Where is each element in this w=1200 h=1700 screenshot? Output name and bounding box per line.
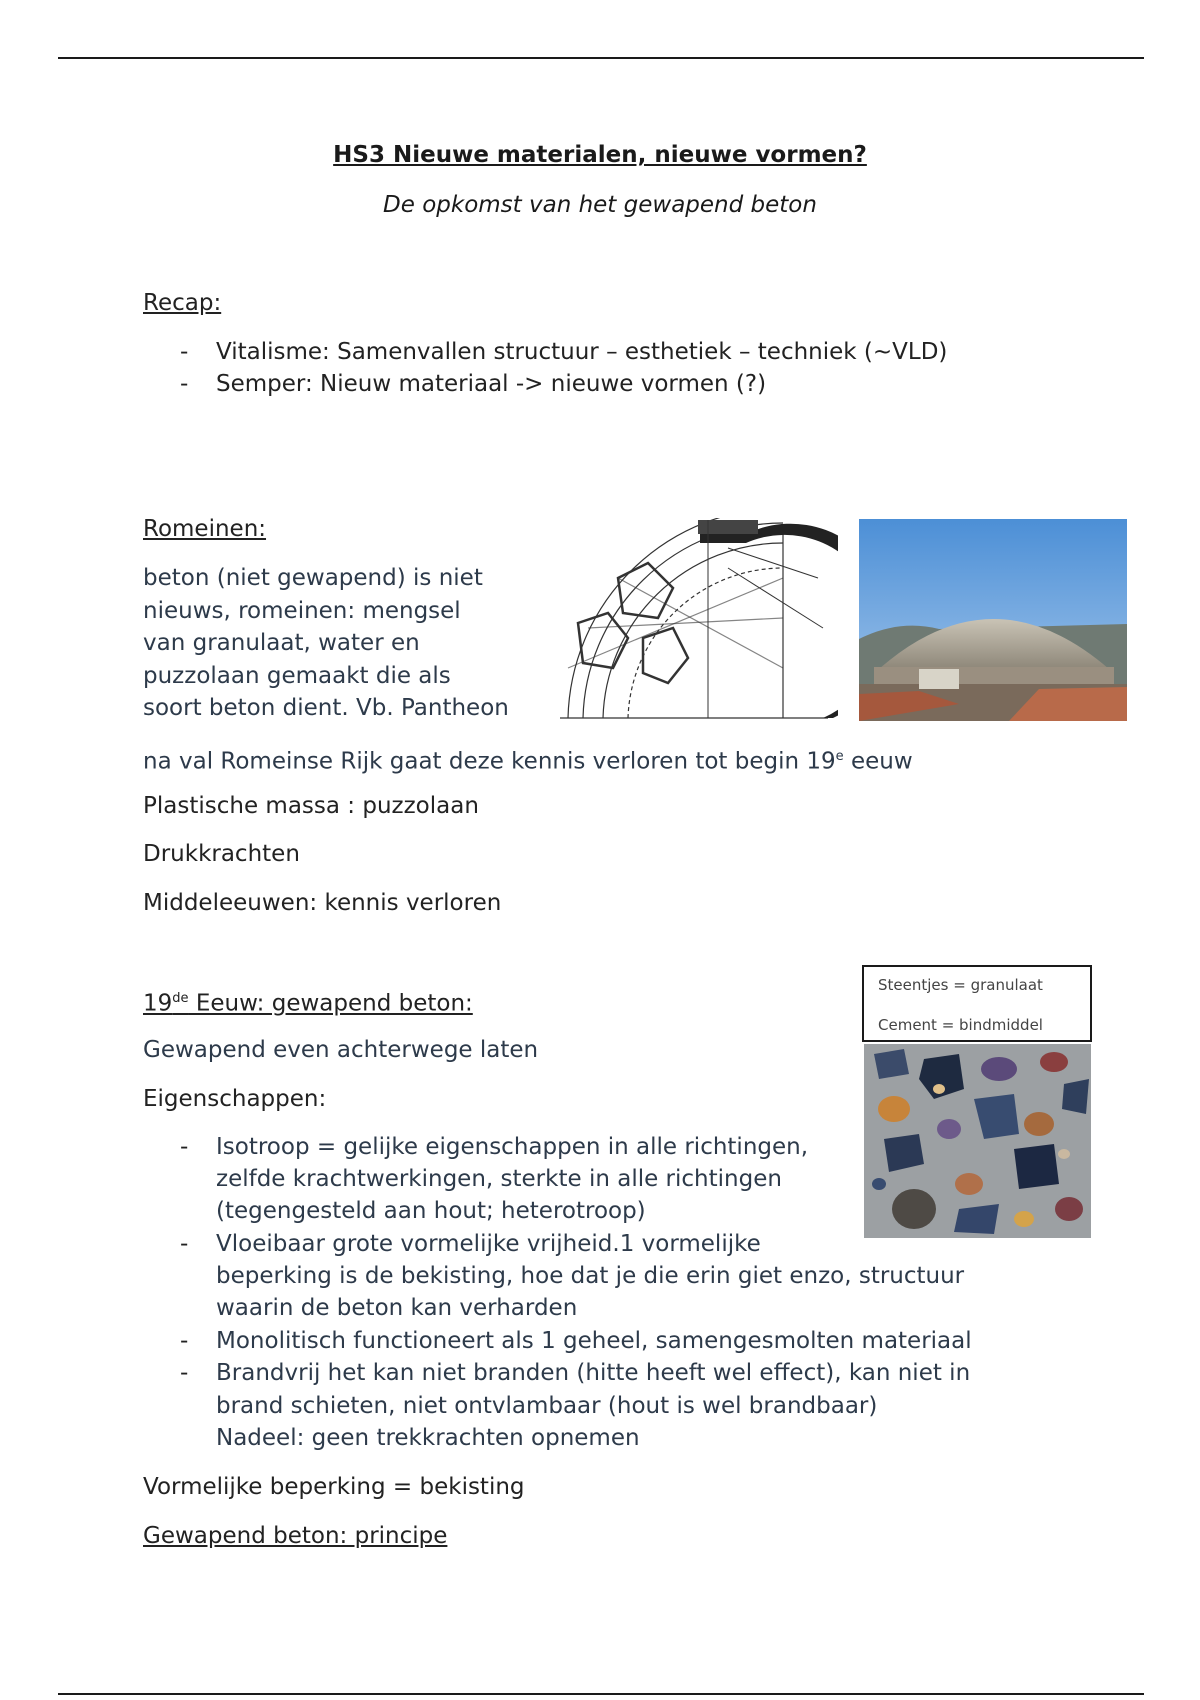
plastische-massa-line: Plastische massa : puzzolaan [143,793,479,819]
isotroop-line: Isotroop = gelijke eigenschappen in alle richtingen, [216,1134,809,1160]
recap-bullet-2: Semper: Nieuw materiaal -> nieuwe vormen (?) [216,371,767,397]
gewapend-heading: 19de Eeuw: gewapend beton: [143,990,473,1017]
box-line-granulaat: Steentjes = granulaat [878,976,1043,994]
bullet-dash: - [180,1328,189,1354]
romeinen-rijk-line: na val Romeinse Rijk gaat deze kennis verloren tot begin 19e eeuw [143,748,913,775]
middeleeuwen-line: Middeleeuwen: kennis verloren [143,890,502,916]
nadeel-line: Nadeel: geen trekkrachten opnemen [216,1425,640,1451]
top-rule [58,57,1144,59]
romeinen-line: beton (niet gewapend) is niet [143,565,483,591]
pantheon-section-drawing [548,518,838,723]
isotroop-line: (tegengesteld aan hout; heterotroop) [216,1198,646,1224]
romeinen-line: van granulaat, water en [143,630,420,656]
bottom-rule [58,1693,1144,1695]
legend-textbox [862,965,1092,1042]
gewapend-achterwege-line: Gewapend even achterwege laten [143,1037,539,1063]
vloeibaar-line: waarin de beton kan verharden [216,1295,578,1321]
brandvrij-line: Brandvrij het kan niet branden (hitte heeft wel effect), kan niet in [216,1360,971,1386]
recap-bullet-1: Vitalisme: Samenvallen structuur – esthetiek – techniek (~VLD) [216,339,948,365]
vloeibaar-line: Vloeibaar grote vormelijke vrijheid.1 vormelijke [216,1231,761,1257]
romeinen-heading: Romeinen: [143,516,267,542]
bullet-dash: - [180,1134,189,1160]
bullet-dash: - [180,1231,189,1257]
box-line-cement: Cement = bindmiddel [878,1016,1043,1034]
bullet-dash: - [180,339,189,365]
brandvrij-line: brand schieten, niet ontvlambaar (hout is wel brandbaar) [216,1393,878,1419]
concrete-aggregate-photo [864,1044,1091,1238]
isotroop-line: zelfde krachtwerkingen, sterkte in alle richtingen [216,1166,782,1192]
vloeibaar-line: beperking is de bekisting, hoe dat je die erin giet enzo, structuur [216,1263,965,1289]
page-title: HS3 Nieuwe materialen, nieuwe vormen? [333,142,867,168]
monolitisch-line: Monolitisch functioneert als 1 geheel, samengesmolten materiaal [216,1328,972,1354]
romeinen-line: soort beton dient. Vb. Pantheon [143,695,509,721]
romeinen-line: nieuws, romeinen: mengsel [143,598,461,624]
page-subtitle: De opkomst van het gewapend beton [383,192,817,218]
bullet-dash: - [180,1360,189,1386]
principe-heading: Gewapend beton: principe [143,1523,448,1549]
bullet-dash: - [180,371,189,397]
romeinen-line: puzzolaan gemaakt die als [143,663,451,689]
vormelijke-beperking-line: Vormelijke beperking = bekisting [143,1474,525,1500]
recap-heading: Recap: [143,290,222,316]
pantheon-photo [859,519,1127,721]
eigenschappen-heading: Eigenschappen: [143,1086,327,1112]
drukkrachten-line: Drukkrachten [143,841,300,867]
